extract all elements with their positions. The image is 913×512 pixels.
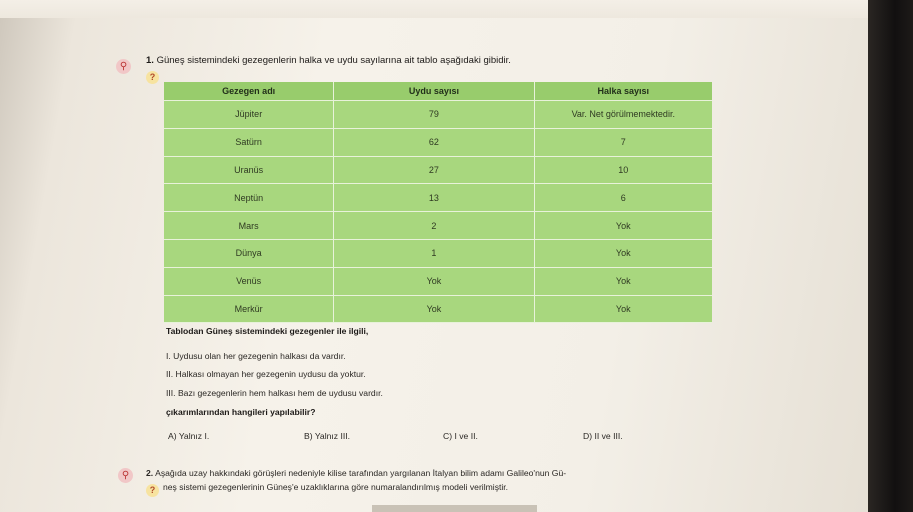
moon-count: 13 — [334, 184, 534, 212]
table-header-row — [164, 82, 712, 101]
ring-count: Yok — [534, 212, 712, 240]
planet-name: Merkür — [164, 295, 334, 323]
planet-name: Mars — [164, 212, 334, 240]
statement-2: II. Halkası olmayan her gezegenin uydusu da yoktur. — [166, 369, 366, 379]
choice-a[interactable]: A) Yalnız I. — [168, 431, 210, 441]
search-icon[interactable]: ⚲ — [118, 468, 133, 483]
planet-name: Neptün — [164, 184, 334, 212]
table-row — [164, 101, 712, 129]
table-row — [164, 239, 712, 267]
ring-count: Yok — [534, 267, 712, 295]
moon-count: 62 — [334, 128, 534, 156]
planet-table — [164, 82, 712, 323]
column-header-planet: Gezegen adı — [164, 82, 334, 101]
moon-count: 1 — [334, 239, 534, 267]
ring-count: Var. Net görülmemektedir. — [534, 101, 712, 129]
table-row — [164, 212, 712, 240]
planet-name: Satürn — [164, 128, 334, 156]
question-2-text-1: Aşağıda uzay hakkındaki görüşleri nedeniyle kilise tarafından yargılanan İtalyan bilim adamı Galileo'nun Gü- — [155, 468, 567, 478]
ring-count: Yok — [534, 239, 712, 267]
question-2-line-1 — [146, 468, 566, 478]
moon-count: 27 — [334, 156, 534, 184]
table-row — [164, 267, 712, 295]
planet-name: Uranüs — [164, 156, 334, 184]
figure-strip — [372, 505, 537, 512]
column-header-rings: Halka sayısı — [534, 82, 712, 101]
question-mark-icon[interactable]: ? — [146, 71, 159, 84]
planet-name: Dünya — [164, 239, 334, 267]
table-row — [164, 184, 712, 212]
choice-c[interactable]: C) I ve II. — [443, 431, 478, 441]
choice-d[interactable]: D) II ve III. — [583, 431, 623, 441]
planet-name: Venüs — [164, 267, 334, 295]
ring-count: 7 — [534, 128, 712, 156]
statement-1: I. Uydusu olan her gezegenin halkası da vardır. — [166, 351, 346, 361]
question-conclusion: çıkarımlarından hangileri yapılabilir? — [166, 407, 316, 417]
question-1-header — [146, 55, 511, 66]
search-icon[interactable]: ⚲ — [116, 59, 131, 74]
moon-count: Yok — [334, 295, 534, 323]
column-header-moons: Uydu sayısı — [334, 82, 534, 101]
question-1-text: Güneş sistemindeki gezegenlerin halka ve uydu sayılarına ait tablo aşağıdaki gibidir. — [156, 55, 511, 66]
moon-count: 79 — [334, 101, 534, 129]
question-2-number: 2. — [146, 468, 154, 478]
table-row — [164, 128, 712, 156]
question-mark-icon[interactable]: ? — [146, 484, 159, 497]
moon-count: Yok — [334, 267, 534, 295]
question-1-number: 1. — [146, 55, 154, 66]
table-row — [164, 295, 712, 323]
question-2-line-2: neş sistemi gezegenlerinin Güneş'e uzaklıklarına göre numaralandırılmış modeli verilmiştir. — [163, 482, 509, 492]
ring-count: 10 — [534, 156, 712, 184]
statement-3: III. Bazı gezegenlerin hem halkası hem de uydusu vardır. — [166, 388, 383, 398]
ring-count: Yok — [534, 295, 712, 323]
table-row — [164, 156, 712, 184]
question-prompt: Tablodan Güneş sistemindeki gezegenler ile ilgili, — [166, 326, 369, 336]
book-edge — [868, 0, 913, 512]
moon-count: 2 — [334, 212, 534, 240]
choice-b[interactable]: B) Yalnız III. — [304, 431, 351, 441]
ring-count: 6 — [534, 184, 712, 212]
planet-name: Jüpiter — [164, 101, 334, 129]
